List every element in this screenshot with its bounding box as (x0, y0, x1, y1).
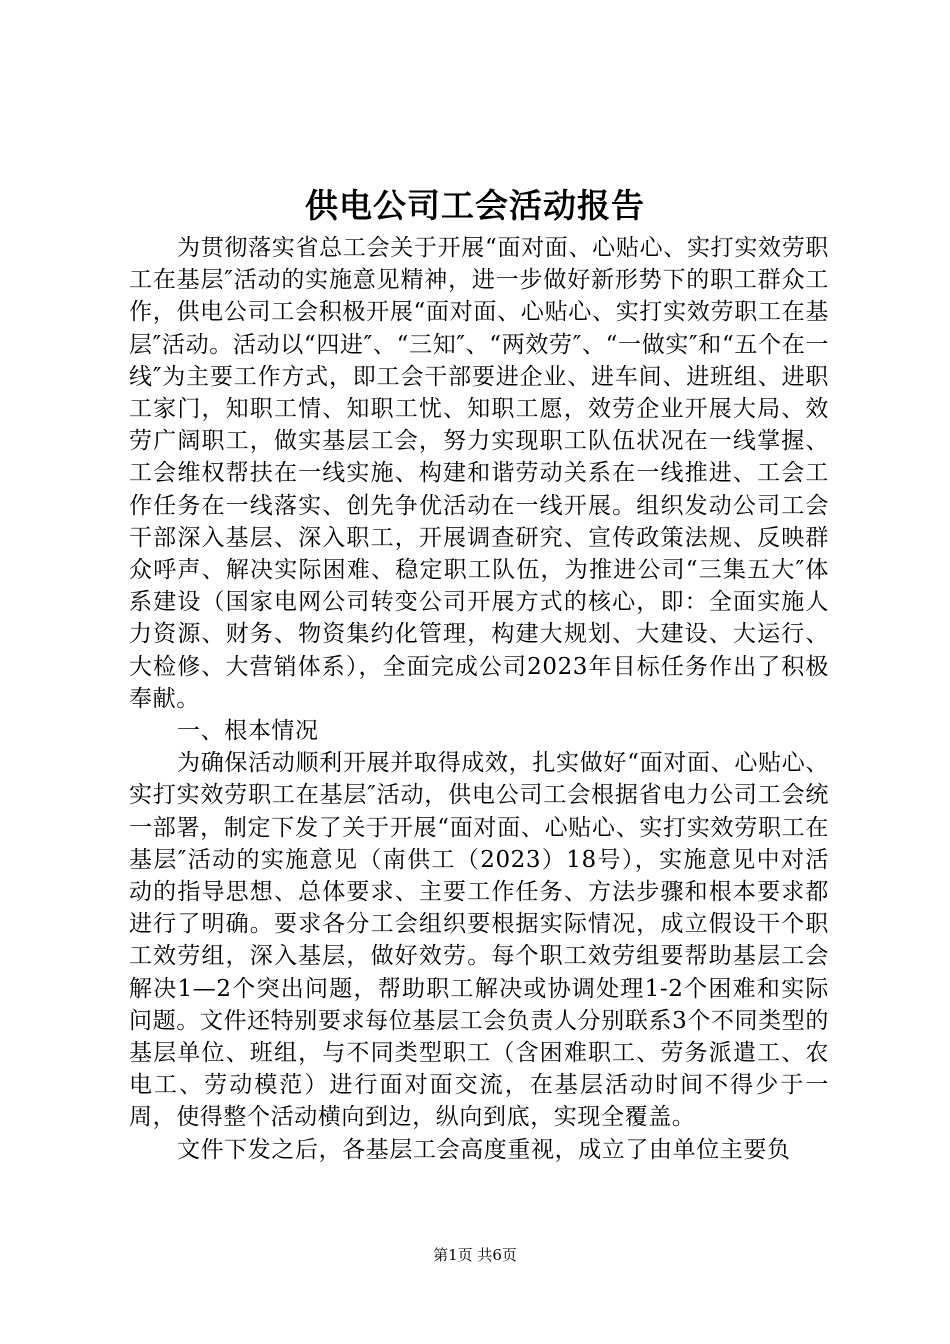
page-footer: 第1页 共6页 (433, 1246, 517, 1264)
basic-situation-paragraph: 为确保活动顺利开展并取得成效，扎实做好“面对面、心贴心、实打实效劳职工在基层″活动，供电公司工会根据省电力公司工会统一部署，制定下发了关于开展“面对面、心贴心、实打实效劳职工在基层″活动的实施意见（南供工（2023）18号），实施意见中对活动的指导思想、总体要求、主要工作任务、方法步骤和根本要求都进行了明确。要求各分工会组织要根据实际情况，成立假设干个职工效劳组，深入基层，做好效劳。每个职工效劳组要帮助基层工会解决1—2个突出问题，帮助职工解决或协调处理1-2个困难和实际问题。文件还特别要求每位基层工会负责人分别联系3个不同类型的基层单位、班组，与不同类型职工（含困难职工、劳务派遣工、农电工、劳动模范）进行面对面交流，在基层活动时间不得少于一周，使得整个活动横向到边，纵向到底，实现全覆盖。 (129, 750, 829, 1131)
followup-paragraph: 文件下发之后，各基层工会高度重视，成立了由单位主要负 (177, 1136, 791, 1163)
document-title: 供电公司工会活动报告 (305, 186, 645, 225)
intro-paragraph: 为贯彻落实省总工会关于开展“面对面、心贴心、实打实效劳职工在基层″活动的实施意见精神，进一步做好新形势下的职工群众工作，供电公司工会积极开展“面对面、心贴心、实打实效劳职工在基层″活动。活动以“四进″、“三知″、“两效劳″、“一做实″和“五个在一线″为主要工作方式，即工会干部要进企业、进车间、进班组、进职工家门，知职工情、知职工忧、知职工愿，效劳企业开展大局、效劳广阔职工，做实基层工会，努力实现职工队伍状况在一线掌握、工会维权帮扶在一线实施、构建和谐劳动关系在一线推进、工会工作任务在一线落实、创先争优活动在一线开展。组织发动公司工会干部深入基层、深入职工，开展调查研究、宣传政策法规、反映群众呼声、解决实际困难、稳定职工队伍，为推进公司“三集五大″体系建设（国家电网公司转变公司开展方式的核心，即：全面实施人力资源、财务、物资集约化管理，构建大规划、大建设、大运行、大检修、大营销体系），全面完成公司2023年目标任务作出了积极奉献。 (129, 235, 829, 712)
section-heading-basic-situation: 一、根本情况 (177, 718, 319, 745)
document-body (129, 232, 829, 1166)
